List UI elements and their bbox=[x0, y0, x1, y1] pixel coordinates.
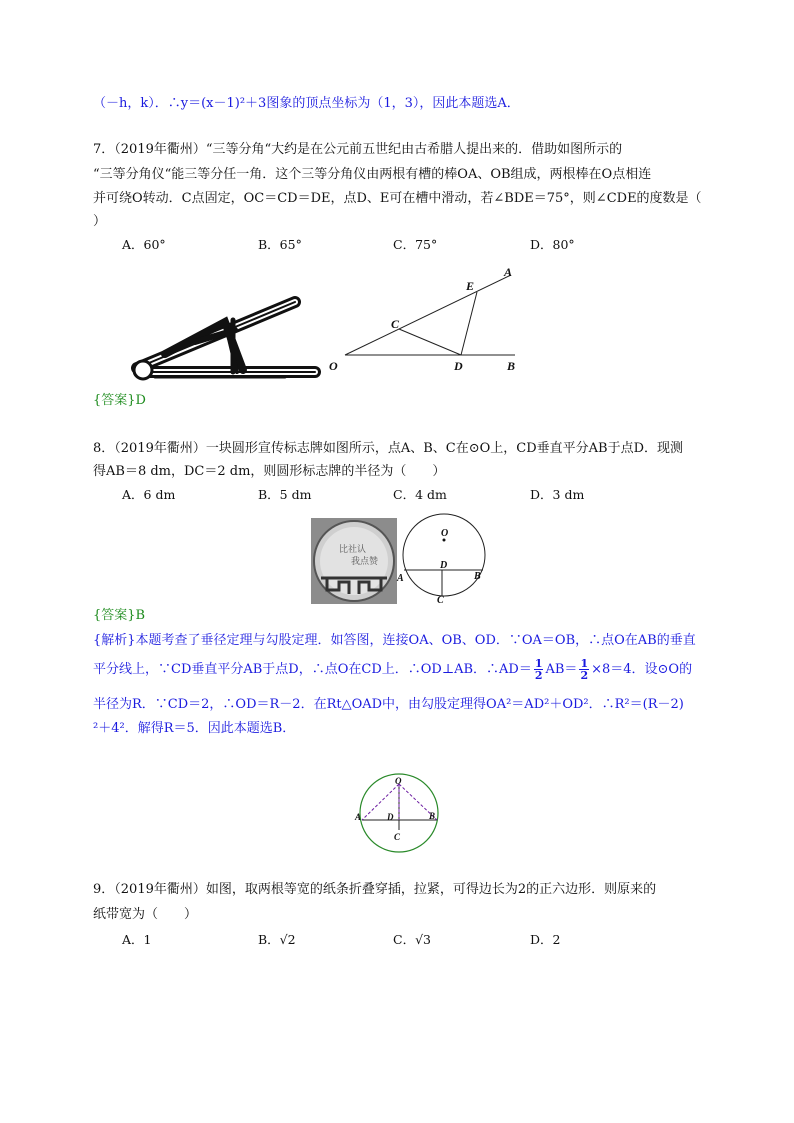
q7-option-a: A．60° bbox=[122, 237, 166, 252]
q8-option-c: C．4 dm bbox=[393, 487, 447, 502]
q9-option-d: D．2 bbox=[530, 932, 561, 947]
circle-label-b: B bbox=[474, 571, 481, 582]
q8-analysis-line3: 半径为R．∵CD＝2，∴OD＝R－2．在Rt△OAD中，由勾股定理得OA²＝AD²＋OD²．∴R²＝(R－2) bbox=[93, 697, 684, 712]
sign-text-line2: 我点赞 bbox=[351, 556, 379, 566]
q9-text-line2: 纸带宽为（ ） bbox=[93, 907, 198, 922]
answer-label-b: B bbox=[429, 811, 436, 821]
trisector-geometry-diagram bbox=[325, 262, 525, 377]
q7-text-line3: 并可绕O转动．C点固定，OC＝CD＝DE，点D、E可在槽中滑动，若∠BDE＝75°，则∠CDE的度数是（ bbox=[93, 191, 702, 206]
q9-option-a: A．1 bbox=[122, 932, 152, 947]
q7-text-line4: ） bbox=[93, 214, 107, 229]
circle-label-d: D bbox=[440, 560, 448, 571]
q7-option-d: D．80° bbox=[530, 237, 575, 252]
q7-text-line2: “三等分角仪“能三等分任一角．这个三等分角仪由两根有槽的棒OA、OB组成，两根棒在O点相连 bbox=[93, 167, 652, 182]
answer-label-o: O bbox=[395, 776, 402, 786]
label-b: B bbox=[507, 359, 516, 373]
q9-text-line1: 9．（2019年衢州）如图，取两根等宽的纸条折叠穿插，拉紧，可得边长为2的正六边形．则原来的 bbox=[93, 882, 657, 897]
circle-diagram bbox=[396, 512, 492, 604]
circular-sign-photo bbox=[311, 518, 397, 604]
answer-label-c: C bbox=[394, 832, 401, 842]
label-d: D bbox=[454, 359, 463, 373]
label-a: A bbox=[504, 265, 513, 279]
q7-text-line1: 7．（2019年衢州）“三等分角“大约是在公元前五世纪由古希腊人提出来的．借助如图所示的 bbox=[93, 142, 623, 157]
q9-option-c: C．√3 bbox=[393, 932, 431, 947]
label-e: E bbox=[466, 279, 475, 293]
q7-answer: {答案}D bbox=[93, 393, 146, 408]
q8-option-a: A．6 dm bbox=[122, 487, 176, 502]
fraction-half-1: $\frac{1}{2}$ bbox=[534, 657, 543, 682]
q8-option-d: D．3 dm bbox=[530, 487, 585, 502]
answer-label-d: D bbox=[387, 812, 394, 822]
q7-option-b: B．65° bbox=[258, 237, 302, 252]
label-o: O bbox=[329, 359, 338, 373]
label-c: C bbox=[391, 317, 400, 331]
q8-text-line2: 得AB＝8 dm，DC＝2 dm，则圆形标志牌的半径为（ ） bbox=[93, 464, 446, 479]
answer-label-a: A bbox=[355, 812, 362, 822]
q8-option-b: B．5 dm bbox=[258, 487, 312, 502]
q7-option-c: C．75° bbox=[393, 237, 438, 252]
q8-analysis-line4: ²＋4²．解得R＝5．因此本题选B． bbox=[93, 721, 296, 736]
q6-conclusion: （－h，k）．∴y＝(x－1)²＋3图象的顶点坐标为（1，3），因此本题选A． bbox=[93, 96, 520, 111]
circle-label-a: A bbox=[397, 573, 404, 584]
q8-analysis-line2: 平分线上，∵CD垂直平分AB于点D，∴点O在CD上．∴OD⊥AB．∴AD＝ $\frac{1}{2}$ AB＝ $\frac{1}{2}$ ×8＝4．设⊙O的 bbox=[93, 657, 693, 682]
q8-answer: {答案}B bbox=[93, 608, 146, 623]
fraction-half-2: $\frac{1}{2}$ bbox=[580, 657, 589, 682]
answer-circle-diagram bbox=[353, 770, 445, 858]
trisector-device-image bbox=[125, 282, 325, 392]
sign-text-line1: 比社认 bbox=[339, 544, 367, 554]
q8-analysis-line1: {解析}本题考查了垂径定理与勾股定理．如答图，连接OA、OB、OD．∵OA＝OB，∴点O在AB的垂直 bbox=[93, 633, 696, 648]
circle-label-c: C bbox=[437, 595, 444, 604]
q8-text-line1: 8．（2019年衢州）一块圆形宣传标志牌如图所示，点A、B、C在⊙O上，CD垂直平分AB于点D．现测 bbox=[93, 441, 684, 456]
q9-option-b: B．√2 bbox=[258, 932, 296, 947]
circle-label-o: O bbox=[441, 528, 449, 539]
